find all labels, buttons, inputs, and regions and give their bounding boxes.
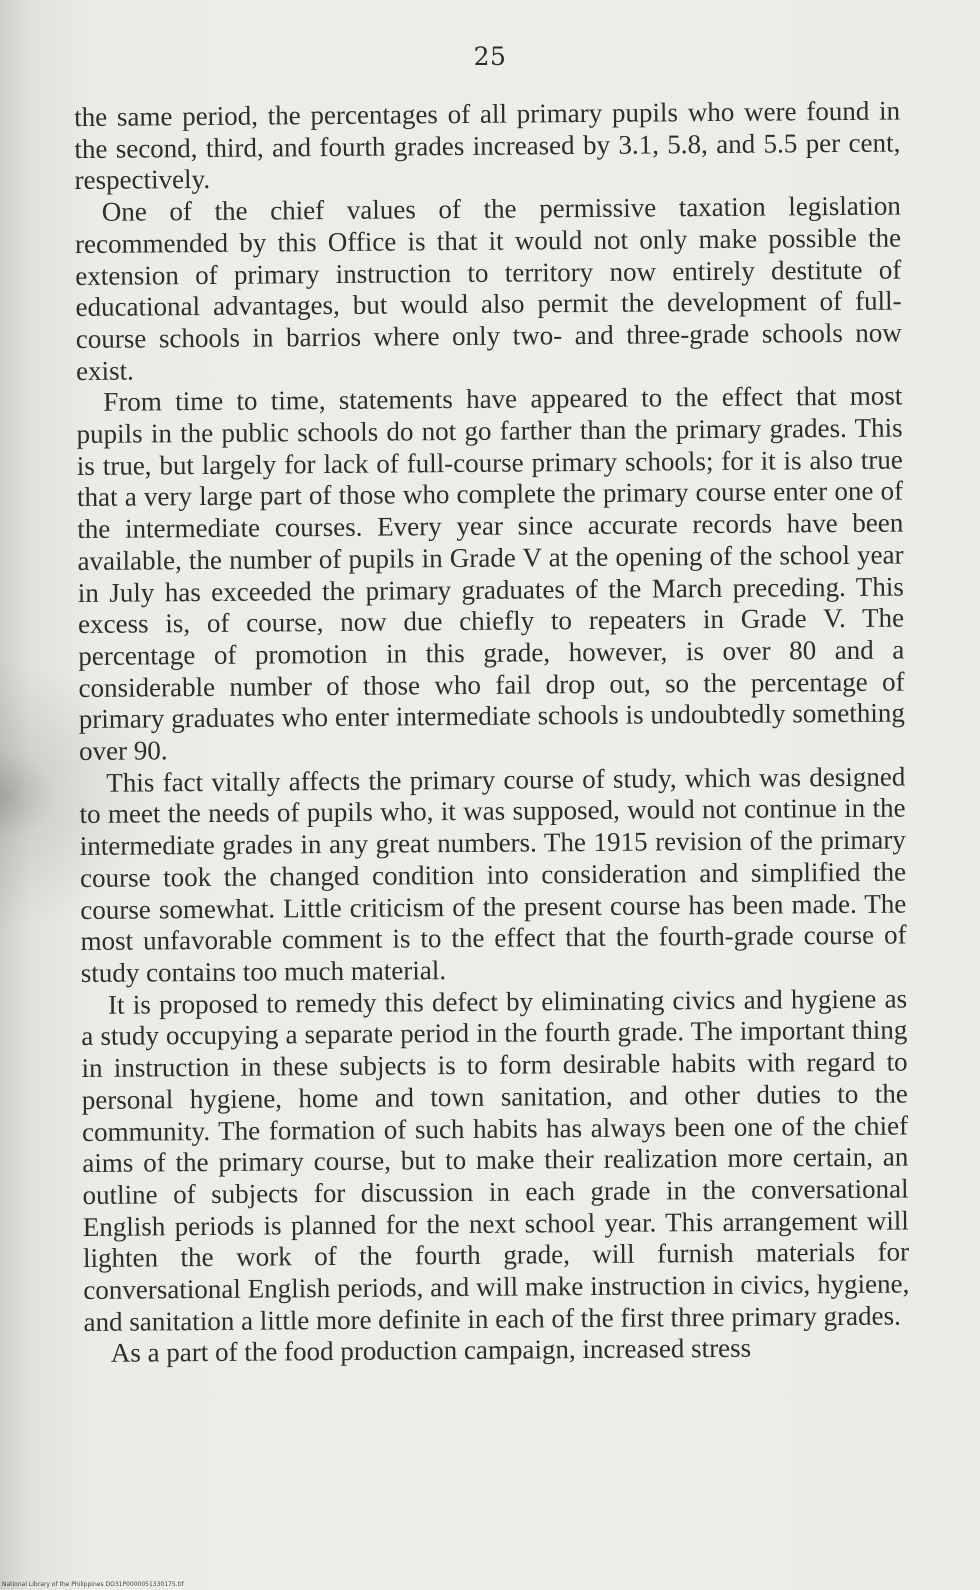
paragraph-continued: the same period, the percentages of all primary pupils who were found in the second, third, and fourth grades increased by 3.1, 5.8, and 5.5 per cent, respectively. (74, 95, 901, 196)
page-number: 25 (473, 42, 507, 71)
paragraph-food-production: As a part of the food production campaign, increased stress (110, 1333, 752, 1369)
paragraph-course-of-study: This fact vitally affects the primary course of study, which was designed to meet the needs of pupils who, it was supposed, would not continue in the intermediate grades in any great numbers. The 1915 revision of the primary course took the changed condition into consideration and simplified the course somewhat. Little criticism of the present course has been made. The most unfavorable comment is to the effect that the fourth-grade course of study contains too much material. (79, 761, 907, 988)
paragraph-civics-hygiene: It is proposed to remedy this defect by eliminating civics and hygiene as a study occupying a separate period in the fourth grade. The important thing in instruction in these subjects is to form desirable habits with regard to personal hygiene, home and town sanitation, and other duties to the community. The formation of such habits has always been one of the chief aims of the primary course, but to make their realization more certain, an outline of subjects for discussion in each grade in the conversational English periods is planned for the next school year. This arrangement will lighten the work of the fourth grade, will furnish materials for conversational English periods, and will make instruction in civics, hygiene, and sanitation a little more definite in each of the first three primary grades. (81, 983, 910, 1337)
body-text (74, 96, 910, 1371)
paragraph-taxation-legislation: One of the chief values of the permissive taxation legislation recommended by this Office is that it would not only make possible the extension of primary instruction to territory now entirely destitute of educational advantages, but would also permit the development of full-course schools in barrios where only two- and three-grade schools now exist. (74, 190, 902, 386)
paragraph-primary-grades: From time to time, statements have appeared to the effect that most pupils in the public schools do not go farther than the primary grades. This is true, but largely for lack of full-course primary schools; for it is also true that a very large part of those who complete the primary course enter one of the intermediate courses. Every year since accurate records have been available, the number of pupils in Grade V at the opening of the school year in July has exceeded the primary graduates of the March preceding. This excess is, of course, now due chiefly to repeaters in Grade V. The percentage of promotion in this grade, however, is over 80 and a considerable number of those who fail drop out, so the percentage of primary graduates who enter intermediate schools is undoubtedly something over 90. (76, 380, 905, 767)
scan-credit: National Library of the Philippines DO31P0000051330175.tif (2, 1581, 184, 1588)
